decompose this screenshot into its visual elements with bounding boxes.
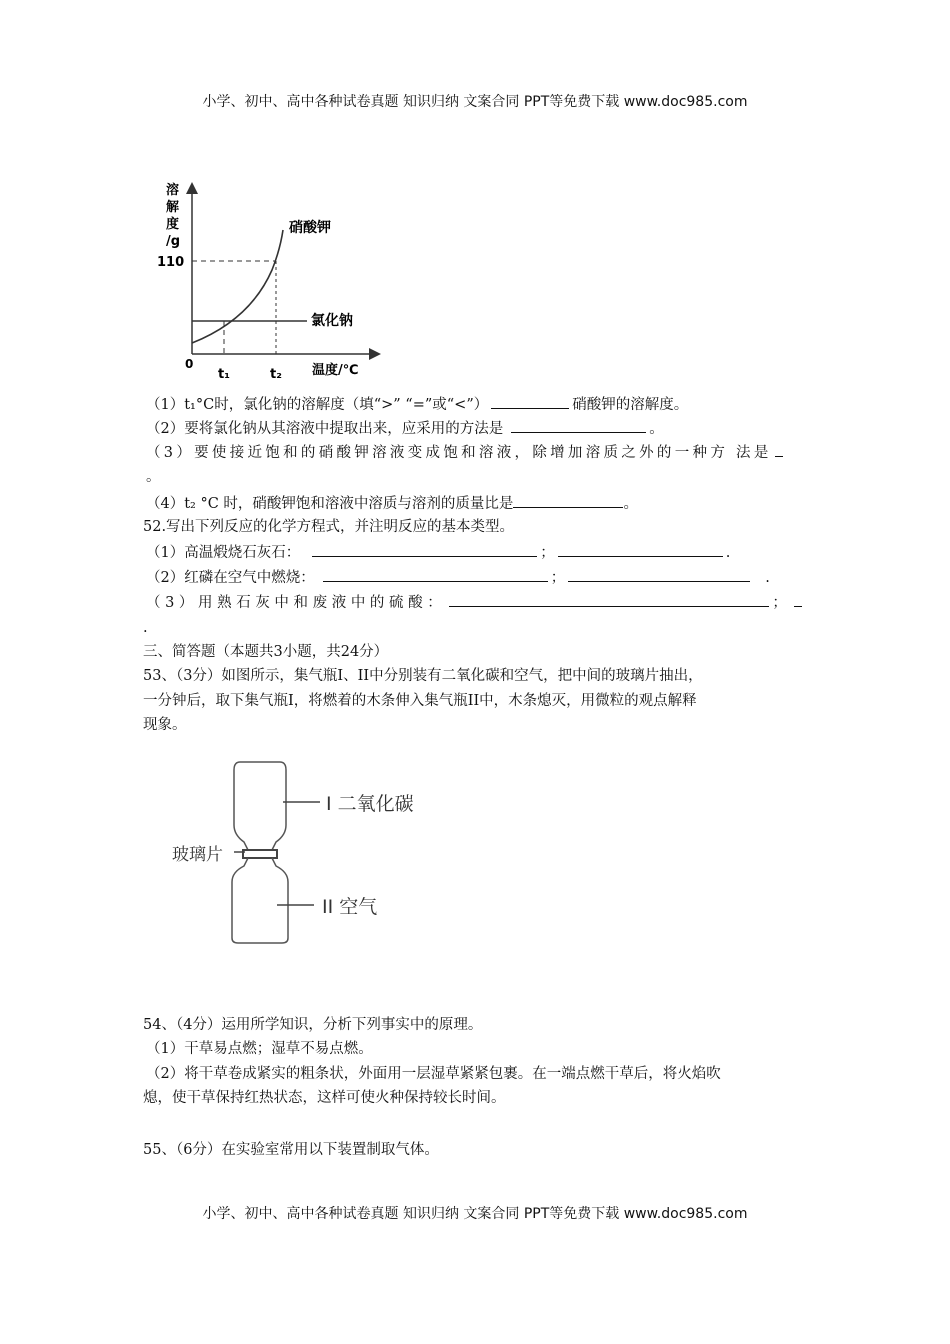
- q51-p3-text: （3）要使接近饱和的硝酸钾溶液变成饱和溶液，除增加溶质之外的一种方 法是: [146, 445, 772, 461]
- period: .: [765, 570, 770, 586]
- label-co2: I 二氧化碳: [326, 793, 414, 815]
- solubility-chart: [150, 175, 390, 385]
- semicolon: ；: [772, 595, 792, 611]
- y-label-3: 度: [166, 217, 180, 232]
- page-footer: 小学、初中、高中各种试卷真题 知识归纳 文案合同 PPT等免费下载 www.doc985.com: [202, 1206, 748, 1222]
- q54-line1: 54、（4分）运用所学知识，分析下列事实中的原理。: [143, 1017, 483, 1033]
- q52-part2: [146, 567, 770, 588]
- answer-blank[interactable]: [794, 592, 802, 607]
- q52-p2-text: （2）红磷在空气中燃烧：: [146, 570, 315, 586]
- semicolon: ；: [550, 570, 566, 586]
- y-label-2: 解: [166, 200, 180, 215]
- q52-p3-text: （3）用熟石灰中和废液中的硫酸：: [146, 595, 447, 611]
- answer-blank[interactable]: [558, 542, 723, 557]
- q51-part3-end: 。: [146, 469, 161, 485]
- q51-p4-tail: 。: [623, 496, 638, 512]
- section-3-heading: 三、简答题（本题共3小题，共24分）: [143, 644, 389, 660]
- period: .: [725, 545, 731, 561]
- answer-blank[interactable]: [568, 567, 750, 582]
- q52-end: .: [143, 620, 148, 636]
- nacl-label: 氯化钠: [311, 313, 353, 329]
- q51-part1: [146, 394, 688, 415]
- q55-line1: 55、（6分）在实验室常用以下装置制取气体。: [143, 1142, 439, 1158]
- origin-label: 0: [185, 357, 194, 371]
- x-axis-label: 温度/℃: [312, 363, 359, 378]
- y-label-4: /g: [166, 234, 181, 249]
- semicolon: ；: [540, 545, 555, 561]
- q52-part3: [146, 592, 805, 613]
- kno3-curve: [192, 230, 283, 343]
- answer-blank[interactable]: [491, 394, 569, 409]
- gas-bottles-figure: [160, 750, 440, 950]
- q52-title: 52.写出下列反应的化学方程式，并注明反应的基本类型。: [143, 519, 515, 535]
- q51-p2-tail: 。: [649, 421, 664, 437]
- bottle-1: [234, 762, 286, 850]
- q52-part1: [146, 542, 730, 563]
- answer-blank[interactable]: [449, 592, 769, 607]
- answer-blank[interactable]: [775, 442, 783, 457]
- q53-line3: 现象。: [143, 717, 187, 733]
- q51-p4-text: （4）t₂ °C 时，硝酸钾饱和溶液中溶质与溶剂的质量比是: [146, 496, 514, 512]
- q53-line1: 53、（3分）如图所示，集气瓶I、II中分别装有二氧化碳和空气，把中间的玻璃片抽出，: [143, 668, 703, 684]
- label-glass: 玻璃片: [172, 845, 223, 865]
- y-label-1: 溶: [166, 183, 180, 198]
- y-tick-110: 110: [157, 255, 185, 270]
- q51-p1-text: （1）t₁°C时，氯化钠的溶解度（填“>” “=”或“<”）: [146, 397, 489, 413]
- q51-p2-text: （2）要将氯化钠从其溶液中提取出来，应采用的方法是: [146, 421, 504, 437]
- q54-line4: 熄，使干草保持红热状态，这样可使火种保持较长时间。: [143, 1090, 506, 1106]
- q51-part2: [146, 418, 664, 439]
- kno3-label: 硝酸钾: [289, 220, 331, 236]
- label-air: II 空气: [322, 896, 378, 918]
- q51-p1-tail: 硝酸钾的溶解度。: [572, 397, 689, 413]
- answer-blank[interactable]: [511, 418, 646, 433]
- x-tick-t2: t₂: [270, 367, 282, 382]
- answer-blank[interactable]: [513, 493, 623, 508]
- answer-blank[interactable]: [312, 542, 537, 557]
- q54-line3: （2）将干草卷成紧实的粗条状，外面用一层湿草紧紧包裹。在一端点燃干草后，将火焰吹: [146, 1066, 721, 1082]
- x-tick-t1: t₁: [218, 367, 230, 382]
- page-header: 小学、初中、高中各种试卷真题 知识归纳 文案合同 PPT等免费下载 www.doc985.com: [202, 94, 748, 110]
- q54-line2: （1）干草易点燃；湿草不易点燃。: [146, 1041, 373, 1057]
- q51-part4: [146, 493, 638, 514]
- answer-blank[interactable]: [323, 567, 548, 582]
- q52-p1-text: （1）高温煅烧石灰石：: [146, 545, 301, 561]
- q53-line2: 一分钟后，取下集气瓶I，将燃着的木条伸入集气瓶II中，木条熄灭，用微粒的观点解释: [143, 693, 697, 709]
- q51-part3: [146, 442, 786, 463]
- bottle-2: [232, 858, 288, 943]
- glass-plate: [243, 850, 277, 858]
